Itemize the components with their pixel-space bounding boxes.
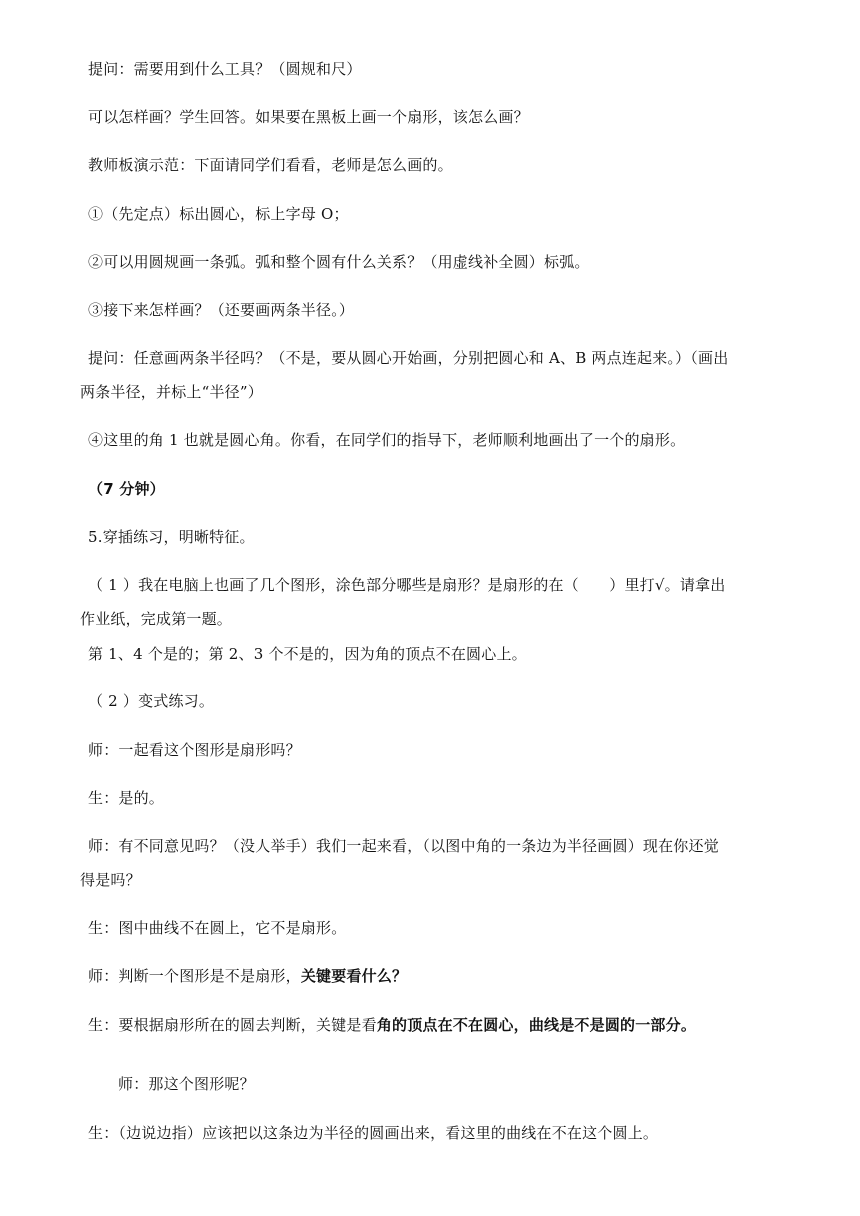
step-1: ①（先定点）标出圆心，标上字母 O； [88,205,349,223]
step-4: ④这里的角 1 也就是圆心角。你看，在同学们的指导下，老师顺利地画出了一个的扇形。 [88,431,686,449]
dialogue-teacher-4: 师：那这个图形呢？ [118,1075,255,1093]
dialogue-student-2: 生：图中曲线不在圆上，它不是扇形。 [88,919,347,937]
dialogue-teacher-2: 师：有不同意见吗？（没人举手）我们一起来看，（以图中角的一条边为半径画圆）现在你还觉 [88,837,719,855]
step-3: ③接下来怎样画？（还要画两条半径。） [88,301,355,319]
paragraph-radius-question-cont: 两条半径，并标上“半径”） [80,383,263,401]
dialogue-teacher-3-plain: 师：判断一个图形是不是扇形， [88,967,301,985]
dialogue-student-3 [88,1014,696,1036]
section-heading-practice: 5.穿插练习，明晰特征。 [88,528,255,546]
step-2: ②可以用圆规画一条弧。弧和整个圆有什么关系？（用虚线补全圆）标弧。 [88,253,590,271]
exercise-2: （ 2 ）变式练习。 [88,692,215,710]
dialogue-teacher-3-bold: 关键要看什么？ [300,967,408,985]
dialogue-student-3-bold: 角的顶点在不在圆心，曲线是不是圆的一部分。 [376,1016,697,1034]
paragraph-question-tools: 提问：需要用到什么工具？（圆规和尺） [88,60,362,78]
paragraph-radius-question: 提问：任意画两条半径吗？（不是，要从圆心开始画，分别把圆心和 A、B 两点连起来。）（画出 [88,349,729,367]
exercise-1-answer: 第 1、4 个是的；第 2、3 个不是的，因为角的顶点不在圆心上。 [88,645,527,663]
exercise-1: （ 1 ）我在电脑上也画了几个图形，涂色部分哪些是扇形？是扇形的在（ ）里打√。请拿出 [88,576,726,594]
paragraph-teacher-demo: 教师板演示范：下面请同学们看看，老师是怎么画的。 [88,156,453,174]
exercise-1-cont: 作业纸，完成第一题。 [80,610,233,628]
time-label: （7 分钟） [88,480,165,498]
dialogue-student-4: 生：（边说边指）应该把以这条边为半径的圆画出来，看这里的曲线在不在这个圆上。 [88,1124,659,1142]
dialogue-student-3-plain: 生：要根据扇形所在的圆去判断，关键是看 [88,1016,377,1034]
dialogue-teacher-3 [88,965,407,987]
dialogue-student-1: 生：是的。 [88,789,165,807]
dialogue-teacher-2-cont: 得是吗？ [80,871,141,889]
paragraph-how-to-draw: 可以怎样画？学生回答。如果要在黑板上画一个扇形，该怎么画？ [88,108,529,126]
dialogue-teacher-1: 师：一起看这个图形是扇形吗？ [88,741,301,759]
